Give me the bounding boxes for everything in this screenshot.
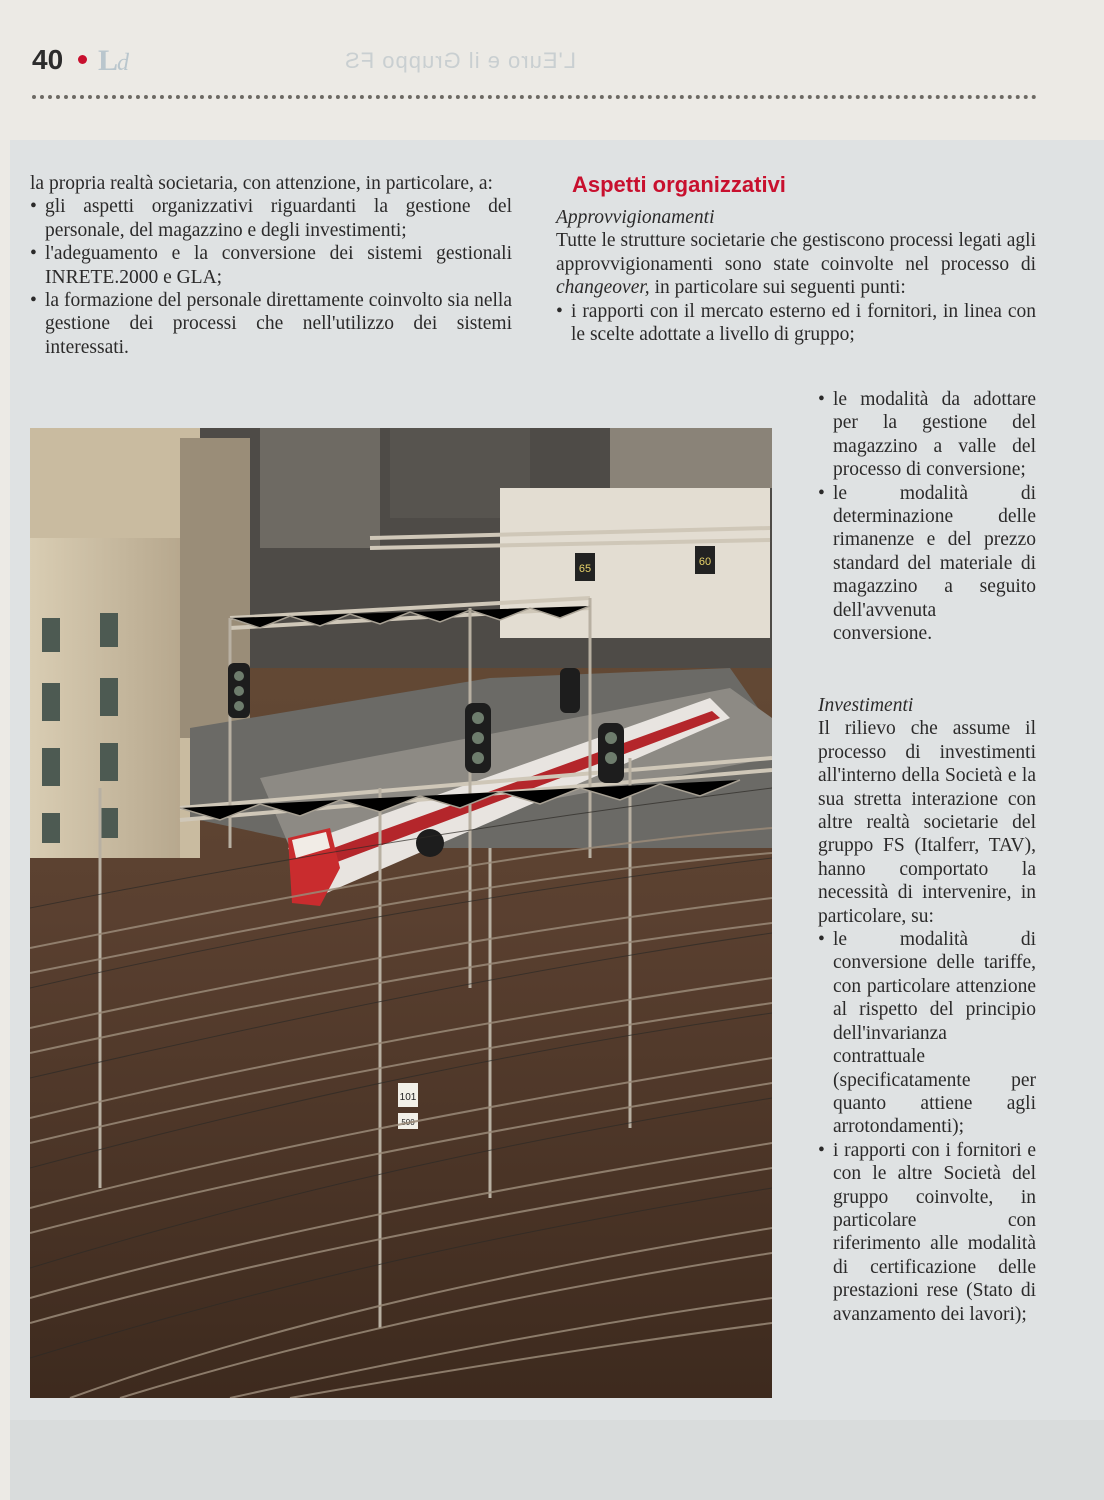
signal-number: 101: [399, 1092, 417, 1103]
approvvigionamenti-bullet-list: [818, 388, 1036, 645]
magazine-logo: Ld: [98, 44, 129, 77]
left-bullet-list: [30, 195, 512, 359]
left-column: [30, 172, 512, 359]
approvvigionamenti-bullet-wide: [556, 300, 1036, 347]
running-title: L'Euro e il Gruppo FS: [344, 48, 576, 73]
section-title: Aspetti organizzativi: [572, 172, 786, 197]
right-column: [556, 172, 1036, 346]
investimenti-intro: Il rilievo che assume il processo di investimenti all'interno della Società e la sua stretta interazione con altre realtà societarie del gruppo FS (Italferr, TAV), hanno comportato la necessità di intervenire, in particolare, su:: [818, 718, 1036, 927]
investimenti-bullet-list: [818, 928, 1036, 1326]
page-number: 40: [32, 44, 64, 75]
railway-photo: [30, 428, 772, 1398]
list-item: • i rapporti con i fornitori e con le altre Società del gruppo coinvolte, in particolare con riferimento alle modalità di certificazione delle prestazioni rese (Stato di avanzamento dei lavori);: [818, 1139, 1036, 1326]
subhead-approvvigionamenti: Approvvigionamenti: [556, 207, 715, 228]
signal-number: 60: [698, 556, 712, 568]
list-item: • la formazione del personale direttamente coinvolto sia nella gestione dei processi che nell'utilizzo dei sistemi interessati.: [30, 289, 512, 359]
header-dot-icon: [78, 55, 87, 64]
list-item: • gli aspetti organizzativi riguardanti la gestione del personale, del magazzino e degli investimenti;: [30, 195, 512, 242]
subhead-investimenti: Investimenti: [818, 695, 914, 716]
signal-number: 65: [578, 563, 592, 575]
left-intro: la propria realtà societaria, con attenzione, in particolare, a:: [30, 173, 493, 194]
header-divider: [32, 95, 1037, 99]
list-item: • l'adeguamento e la conversione dei sistemi gestionali INRETE.2000 e GLA;: [30, 242, 512, 289]
list-item: • le modalità da adottare per la gestione del magazzino a valle del processo di conversione;: [818, 388, 1036, 482]
list-item: • i rapporti con il mercato esterno ed i fornitori, in linea con le scelte adottate a livello di gruppo;: [556, 300, 1036, 347]
list-item: • le modalità di conversione delle tariffe, con particolare attenzione al rispetto del principio dell'invarianza contrattuale (specificatamente per quanto attiene agli arrotondamenti);: [818, 928, 1036, 1139]
page-header: [30, 40, 1040, 90]
bottom-band: [10, 1420, 1104, 1500]
narrow-column-lower: [818, 694, 1036, 1326]
narrow-column-upper: [818, 388, 1036, 645]
approvvigionamenti-intro: Tutte le strutture societarie che gestiscono processi legati agli approvvigionamenti sono state coinvolte nel processo di changeover, in particolare sui seguenti punti:: [556, 230, 1036, 299]
list-item: • le modalità di determinazione delle rimanenze e del prezzo standard del materiale di magazzino a seguito dell'avvenuta conversione.: [818, 482, 1036, 646]
signal-number: 500: [401, 1118, 415, 1127]
